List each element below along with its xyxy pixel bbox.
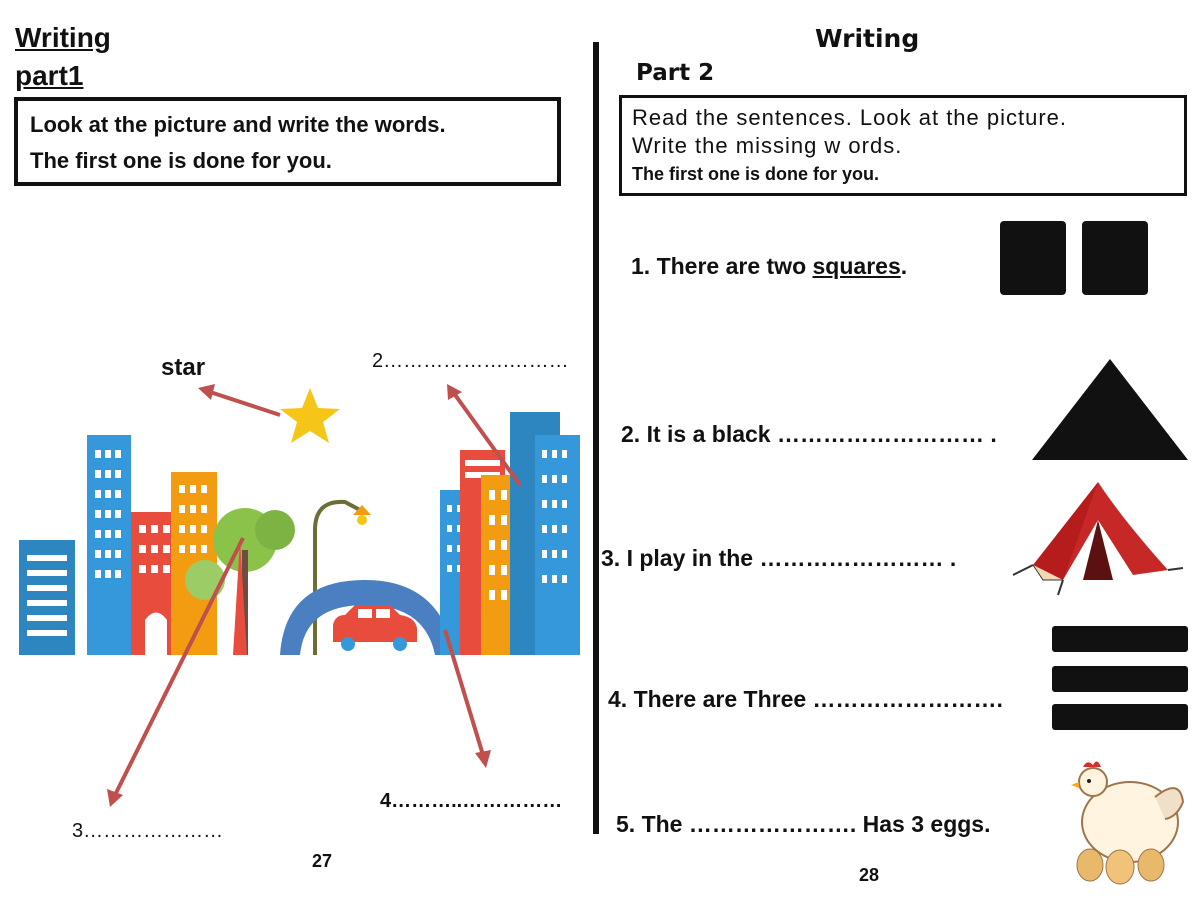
right-instruction-line-3: The first one is done for you. bbox=[632, 164, 880, 184]
sentence-5: 5. The …………………. Has 3 eggs. bbox=[616, 811, 991, 837]
left-subtitle: part1 bbox=[15, 60, 84, 91]
triangle-shape bbox=[1030, 357, 1190, 461]
building-tall-blue bbox=[87, 435, 131, 655]
sentence-1-suffix: . bbox=[900, 253, 908, 279]
left-instruction-line-1: Look at the picture and write the words. bbox=[30, 112, 446, 137]
hen-image bbox=[1065, 757, 1190, 887]
city-illustration bbox=[15, 380, 585, 820]
left-instruction-box bbox=[14, 97, 561, 186]
left-title: Writing bbox=[15, 22, 111, 53]
sentence-1 bbox=[631, 253, 907, 280]
blank-4: 4………..…………… bbox=[380, 790, 563, 812]
sentence-1-prefix: 1. There are two bbox=[631, 253, 813, 279]
building-left-blue bbox=[19, 540, 75, 655]
right-subtitle: Part 2 bbox=[636, 60, 715, 86]
sentence-2: 2. It is a black ……………………… . bbox=[621, 421, 997, 447]
blank-2: 2……………….……… bbox=[372, 350, 569, 372]
left-page-number: 27 bbox=[312, 851, 333, 871]
right-instruction-line-2: Write the missing w ords. bbox=[632, 133, 903, 158]
square-2 bbox=[1082, 221, 1148, 295]
right-title: Writing bbox=[815, 24, 920, 53]
rectangle-3 bbox=[1052, 704, 1188, 730]
right-page-number: 28 bbox=[859, 865, 880, 885]
sentence-3: 3. I play in the …………………… . bbox=[601, 545, 957, 571]
tent-image bbox=[1003, 480, 1188, 600]
sentence-4: 4. There are Three ……………………. bbox=[608, 686, 1003, 712]
building-right-tall bbox=[510, 412, 580, 655]
left-instruction-line-2: The first one is done for you. bbox=[30, 148, 332, 173]
blank-3: 3………………… bbox=[72, 820, 224, 842]
rectangle-2 bbox=[1052, 666, 1188, 692]
square-1 bbox=[1000, 221, 1066, 295]
rectangle-1 bbox=[1052, 626, 1188, 652]
right-instruction-line-1: Read the sentences. Look at the picture. bbox=[632, 105, 1068, 130]
page-divider bbox=[593, 42, 599, 834]
sentence-1-answer: squares bbox=[812, 253, 901, 279]
star-label: star bbox=[161, 354, 206, 381]
right-instruction-box bbox=[619, 95, 1187, 196]
star-shape bbox=[280, 388, 340, 443]
